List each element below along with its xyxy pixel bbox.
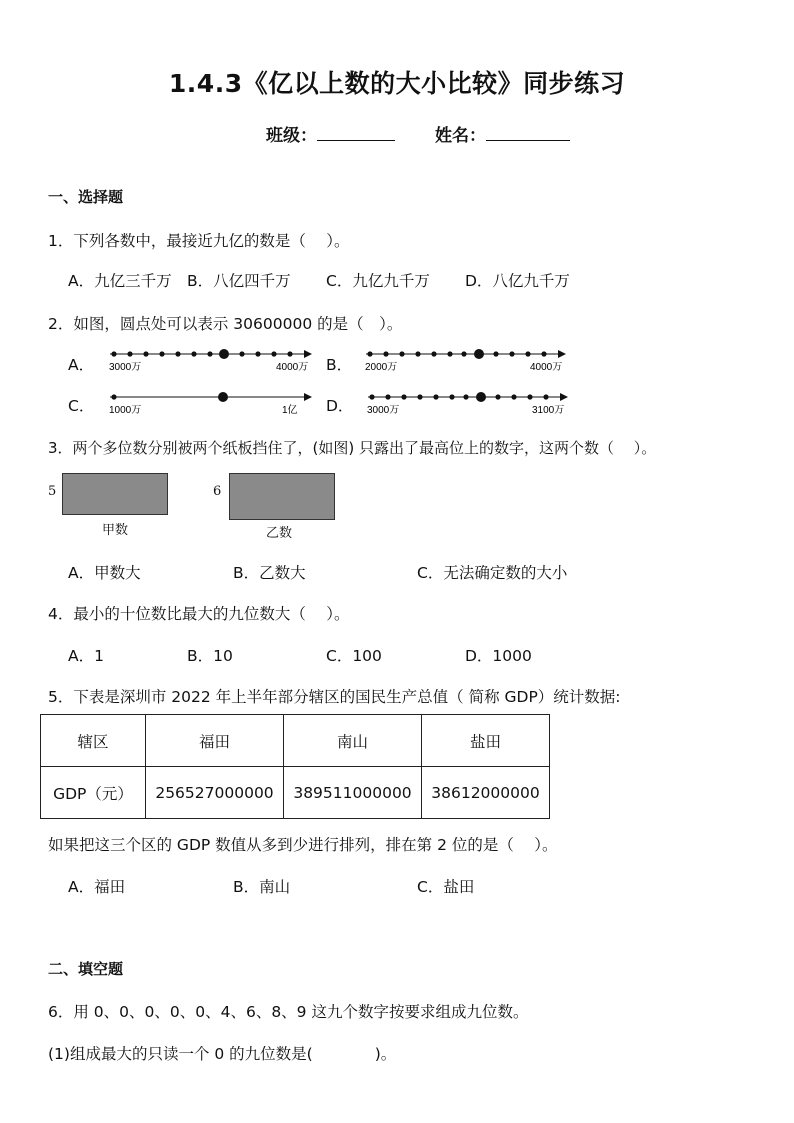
table-cell: 盐田 (422, 715, 550, 767)
q3-option-b[interactable]: B．乙数大 (233, 564, 306, 582)
number-line-b-start: 2000万 (365, 362, 398, 373)
number-line-d-end: 3100万 (532, 405, 565, 416)
q2-option-c[interactable]: C． (68, 397, 95, 415)
q2-option-a[interactable]: A． (68, 356, 95, 374)
number-line-a-start: 3000万 (109, 362, 142, 373)
q1-option-a[interactable]: A．九亿三千万 (68, 272, 172, 290)
question-3: 3．两个多位数分别被两个纸板挡住了，(如图) 只露出了最高位上的数字，这两个数（ ）。 (48, 439, 657, 457)
number-line-c-end: 1亿 (282, 405, 298, 416)
question-1: 1．下列各数中，最接近九亿的数是（ ）。 (48, 232, 350, 250)
number-line-d-start: 3000万 (367, 405, 400, 416)
q3-option-a[interactable]: A．甲数大 (68, 564, 141, 582)
board-1-label: 甲数 (102, 523, 129, 538)
name-label: 姓名： (435, 126, 486, 146)
table-cell: GDP（元） (41, 767, 146, 819)
q5-option-a[interactable]: A．福田 (68, 878, 126, 896)
number-line-b-end: 4000万 (530, 362, 563, 373)
board-2-label: 乙数 (266, 526, 293, 541)
table-cell: 256527000000 (146, 767, 284, 819)
class-field (266, 121, 395, 146)
q4-option-c[interactable]: C．100 (326, 647, 382, 665)
question-6: 6．用 0、0、0、0、0、4、6、8、9 这九个数字按要求组成九位数。 (48, 1003, 529, 1021)
class-blank[interactable] (317, 124, 395, 141)
question-2: 2．如图，圆点处可以表示 30600000 的是（ ）。 (48, 315, 403, 333)
q3-option-c[interactable]: C．无法确定数的大小 (417, 564, 568, 582)
number-line-c (108, 388, 318, 418)
question-5: 5．下表是深圳市 2022 年上半年部分辖区的国民生产总值（ 简称 GDP）统计数据: (48, 688, 621, 706)
board-2 (229, 473, 335, 520)
table-cell: 辖区 (41, 715, 146, 767)
class-label: 班级： (266, 126, 317, 146)
q4-option-a[interactable]: A．1 (68, 647, 104, 665)
table-cell: 38612000000 (422, 767, 550, 819)
q1-option-d[interactable]: D．八亿九千万 (465, 272, 570, 290)
table-header-row (41, 715, 550, 767)
section-fill-title: 二、填空题 (48, 960, 124, 978)
page-title: 1.4.3《亿以上数的大小比较》同步练习 (168, 69, 626, 98)
section-choice-title: 一、选择题 (48, 188, 124, 206)
name-field (435, 121, 570, 146)
q5-option-b[interactable]: B．南山 (233, 878, 291, 896)
question-4: 4．最小的十位数比最大的九位数大（ ）。 (48, 605, 350, 623)
q5-option-c[interactable]: C．盐田 (417, 878, 475, 896)
q4-option-d[interactable]: D．1000 (465, 647, 532, 665)
table-cell: 南山 (284, 715, 422, 767)
table-row (41, 767, 550, 819)
q1-option-c[interactable]: C．九亿九千万 (326, 272, 430, 290)
number-line-c-start: 1000万 (109, 405, 142, 416)
q2-option-d[interactable]: D． (326, 397, 354, 415)
number-line-d (366, 388, 576, 418)
number-line-a-end: 4000万 (276, 362, 309, 373)
q2-option-b[interactable]: B． (326, 356, 353, 374)
number-line-a (108, 345, 318, 375)
q1-option-b[interactable]: B．八亿四千万 (187, 272, 291, 290)
board-1 (62, 473, 168, 515)
number-line-b (364, 345, 574, 375)
question-6-sub-1: (1)组成最大的只读一个 0 的九位数是( )。 (48, 1045, 397, 1063)
gdp-table (40, 714, 550, 819)
board-1-digit: 5 (48, 484, 57, 499)
table-cell: 389511000000 (284, 767, 422, 819)
board-2-digit: 6 (213, 484, 222, 499)
table-cell: 福田 (146, 715, 284, 767)
question-5-prompt: 如果把这三个区的 GDP 数值从多到少进行排列，排在第 2 位的是（ ）。 (48, 836, 558, 854)
name-blank[interactable] (486, 124, 570, 141)
q4-option-b[interactable]: B．10 (187, 647, 233, 665)
